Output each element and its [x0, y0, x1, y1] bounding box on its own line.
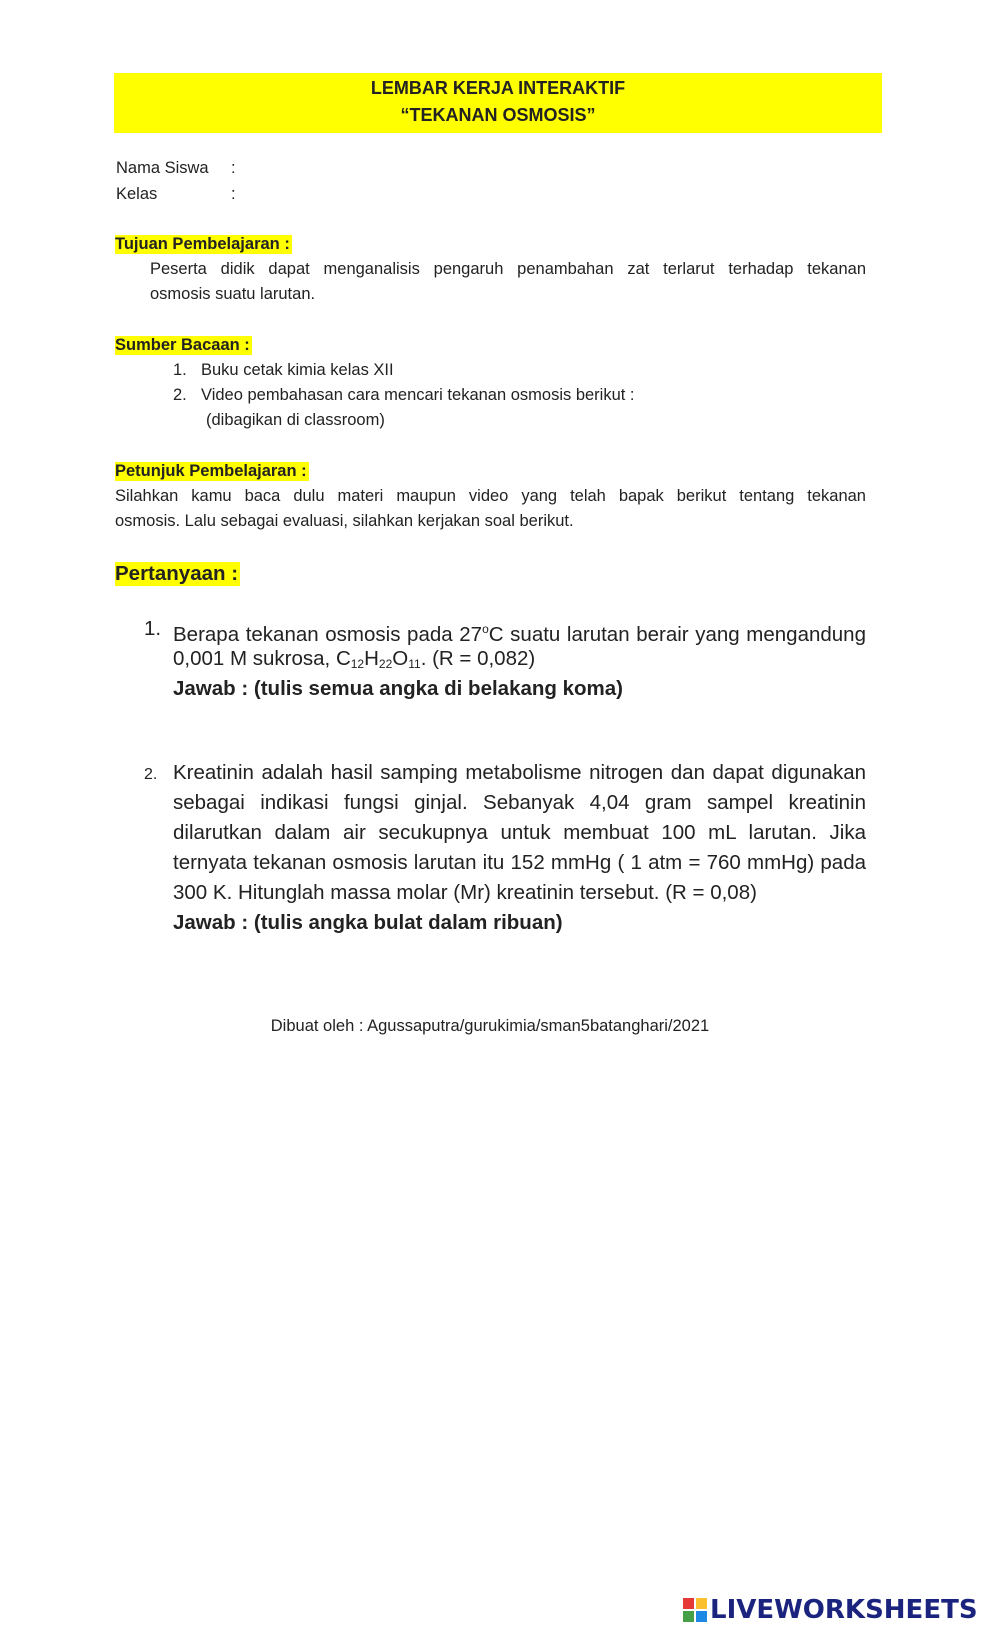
questions-heading: Pertanyaan :	[115, 562, 239, 585]
student-name-colon: :	[231, 159, 236, 177]
question2-number: 2.	[144, 766, 158, 783]
source-item1-text: Buku cetak kimia kelas XII	[201, 361, 394, 379]
formula-subscript-h: 22	[378, 657, 393, 671]
class-label: Kelas	[116, 185, 158, 203]
question2-line2: sebagai indikasi fungsi ginjal. Sebanyak 4,04 gram sampel kreatinin	[173, 791, 866, 814]
worksheet-subtitle: “TEKANAN OSMOSIS”	[400, 105, 596, 125]
gas-constant-text: . (R = 0,082)	[420, 647, 536, 670]
class-colon: :	[231, 185, 236, 203]
question1-answer-instruction: Jawab : (tulis semua angka di belakang koma)	[173, 677, 623, 700]
instructions-text-line1: Silahkan kamu baca dulu materi maupun video yang telah bapak berikut tentang tekanan	[115, 487, 866, 505]
question2-line5: 300 K. Hitunglah massa molar (Mr) kreatinin tersebut. (R = 0,08)	[173, 881, 757, 904]
student-name-label: Nama Siswa	[116, 159, 209, 177]
question2-line3: dilarutkan dalam air secukupnya untuk membuat 100 mL larutan. Jika	[173, 821, 866, 844]
degree-superscript: o	[482, 622, 489, 636]
instructions-heading: Petunjuk Pembelajaran :	[115, 462, 307, 480]
formula-h: H	[364, 647, 379, 670]
question1-text-end: C suatu larutan berair yang mengandung	[488, 623, 866, 646]
formula-subscript-c: 12	[350, 657, 365, 671]
worksheet-title: LEMBAR KERJA INTERAKTIF	[370, 78, 626, 98]
liveworksheets-watermark	[683, 1594, 978, 1626]
source-item2-note: (dibagikan di classroom)	[206, 411, 385, 429]
author-credit: Dibuat oleh : Agussaputra/gurukimia/sman5batanghari/2021	[270, 1017, 710, 1035]
sucrose-text: 0,001 M sukrosa, C	[173, 647, 351, 670]
source-item2-number: 2.	[173, 386, 187, 404]
formula-o: O	[392, 647, 409, 670]
objectives-heading: Tujuan Pembelajaran :	[115, 235, 290, 253]
liveworksheets-logo-icon	[683, 1598, 707, 1622]
formula-subscript-o: 11	[408, 657, 421, 671]
objectives-text-line2: osmosis suatu larutan.	[150, 285, 316, 303]
objectives-text-line1: Peserta didik dapat menganalisis pengaruh penambahan zat terlarut terhadap tekanan	[150, 260, 866, 278]
source-item2-text: Video pembahasan cara mencari tekanan osmosis berikut :	[201, 386, 635, 404]
question1-text-start: Berapa tekanan osmosis pada 27	[173, 623, 483, 646]
sources-heading: Sumber Bacaan :	[115, 336, 250, 354]
question2-answer-instruction: Jawab : (tulis angka bulat dalam ribuan)	[173, 911, 563, 934]
instructions-text-line2: osmosis. Lalu sebagai evaluasi, silahkan kerjakan soal berikut.	[115, 512, 574, 530]
question1-number: 1.	[144, 617, 162, 640]
liveworksheets-wordmark: LIVEWORKSHEETS	[710, 1595, 978, 1625]
source-item1-number: 1.	[173, 361, 187, 379]
question2-line1: Kreatinin adalah hasil samping metabolisme nitrogen dan dapat digunakan	[173, 761, 866, 784]
worksheet-title-banner	[114, 73, 882, 133]
question2-line4: ternyata tekanan osmosis larutan itu 152 mmHg ( 1 atm = 760 mmHg) pada	[173, 851, 866, 874]
